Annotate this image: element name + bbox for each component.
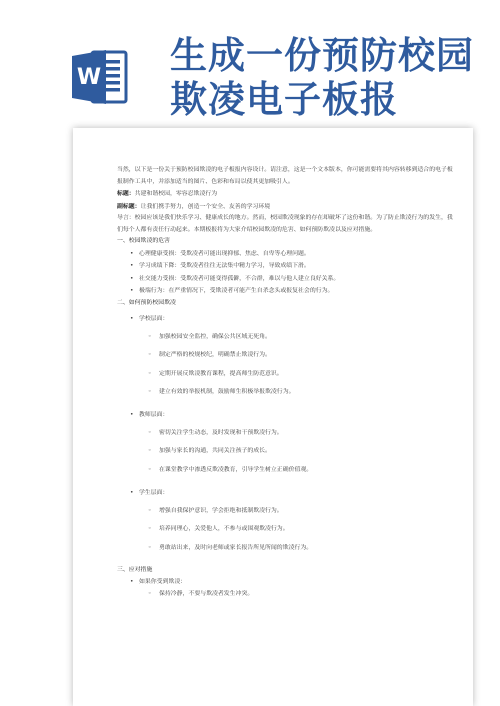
group-title: • 如果你受到欺凌： xyxy=(117,576,457,588)
group-title: • 学校层面： xyxy=(117,313,457,325)
list-item: ◦ 定期开展反欺凌教育课程，提高师生防范意识。 xyxy=(117,365,457,383)
subtitle-line xyxy=(117,201,457,214)
page-title xyxy=(170,34,474,122)
title-line xyxy=(117,188,457,201)
group-title: • 学生层面： xyxy=(117,487,457,499)
list-item: • 心理健康受损：受欺凌者可能出现抑郁、焦虑、自卑等心理问题。 xyxy=(117,248,457,261)
list-item: ◦ 加强与家长的沟通，共同关注孩子的成长。 xyxy=(117,442,457,460)
section3-list xyxy=(117,588,457,600)
document-page xyxy=(73,128,473,706)
section1-heading: 一、校园欺凌的危害 xyxy=(117,238,171,244)
list-item: ◦ 勇敢站出来，及时向老师或家长报告所见所闻的欺凌行为。 xyxy=(117,539,457,557)
student-group xyxy=(117,487,457,557)
word-logo-letter: W xyxy=(76,65,102,90)
section3-heading: 三、应对措施 xyxy=(117,566,153,573)
section2-heading: 二、如何预防校园欺凌 xyxy=(117,299,176,306)
document-content xyxy=(117,165,457,608)
list-item: ◦ 密切关注学生动态，及时发现和干预欺凌行为。 xyxy=(117,424,457,442)
list-item: ◦ 建立有效的举报机制，鼓励师生积极举报欺凌行为。 xyxy=(117,383,457,401)
group-title: • 教师层面： xyxy=(117,409,457,421)
header-banner xyxy=(0,0,500,125)
intro-paragraph: 当然，以下是一份关于预防校园欺凌的电子板报内容设计。请注意，这是一个文本版本，你可能需要将其内容转移到适合的电子板报制作工具中，并添加适当的图片、色彩和布局以使其更加吸引人。 xyxy=(117,167,453,185)
list-item: • 社交能力受损：受欺凌者可能变得孤僻，不合群，难以与他人建立良好关系。 xyxy=(117,273,457,286)
page-title-line1: 生成一份预防校园 xyxy=(170,34,474,77)
teacher-group xyxy=(117,409,457,479)
word-icon xyxy=(70,46,132,108)
list-item: ◦ 加强校园安全监控，确保公共区域无死角。 xyxy=(117,328,457,346)
list-item: ◦ 在课堂教学中渗透反欺凌教育，引导学生树立正确价值观。 xyxy=(117,461,457,479)
school-list xyxy=(117,328,457,401)
title-text: 共建和谐校园，零容忍欺凌行为 xyxy=(134,191,218,197)
list-item: ◦ 培养同理心，关爱他人，不参与或围观欺凌行为。 xyxy=(117,520,457,538)
subtitle-text: 让我们携手努力，创造一个安全、友善的学习环境 xyxy=(140,203,271,210)
subtitle-label: 副标题： xyxy=(117,202,141,210)
section1-list xyxy=(117,248,457,298)
list-item: ◦ 增强自我保护意识，学会拒绝和抵制欺凌行为。 xyxy=(117,502,457,520)
page-title-line2: 欺凌电子板报 xyxy=(170,78,398,121)
title-label: 标题： xyxy=(117,190,135,197)
list-item: ◦ 制定严格的校规校纪，明确禁止欺凌行为。 xyxy=(117,346,457,364)
list-item: • 极端行为：在严重情况下，受欺凌者可能产生自杀念头或报复社会的行为。 xyxy=(117,285,457,298)
school-group xyxy=(117,313,457,401)
lead-paragraph: 导言：校园应该是我们快乐学习、健康成长的地方。然而，校园欺凌现象的存在却破坏了这份和谐。为了防止欺凌行为的发生，我们每个人都有责任行动起来。本期板报将为大家介绍校园欺凌的危害、如何预防欺凌以及应对措施。 xyxy=(117,215,453,233)
list-item: • 学习成绩下降：受欺凌者往往无法集中精力学习，导致成绩下滑。 xyxy=(117,260,457,273)
student-list xyxy=(117,502,457,557)
teacher-list xyxy=(117,424,457,479)
list-item: ◦ 保持冷静，不要与欺凌者发生冲突。 xyxy=(117,588,457,600)
